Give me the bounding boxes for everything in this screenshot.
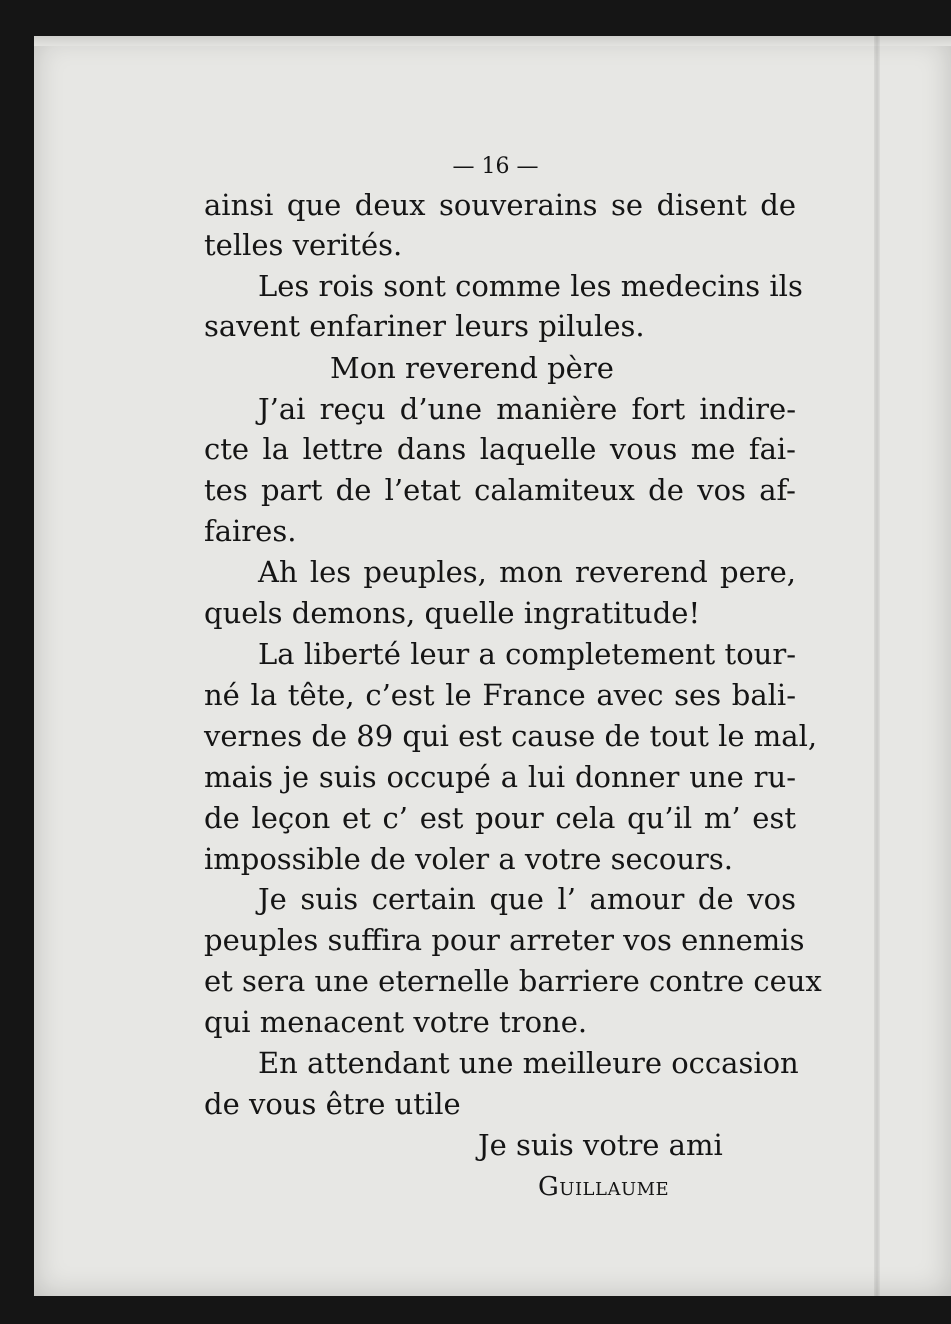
- text-line: impossible de voler a votre secours.: [204, 842, 733, 876]
- text-line: Ah les peuples, mon reverend pere,: [258, 555, 796, 589]
- text-line: de vous être utile: [204, 1087, 461, 1121]
- text-line: de leçon et c’ est pour cela qu’il m’ est: [204, 801, 796, 835]
- text-line: telles verités.: [204, 228, 403, 262]
- text-line: La liberté leur a completement tour-: [258, 637, 796, 671]
- closing: Je suis votre ami: [478, 1128, 723, 1162]
- salutation: Mon reverend père: [330, 351, 614, 385]
- text-line: et sera une eternelle barriere contre ceux: [204, 964, 822, 998]
- text-line: tes part de l’etat calamiteux de vos af-: [204, 473, 796, 507]
- text-line: qui menacent votre trone.: [204, 1005, 588, 1039]
- text-line: quels demons, quelle ingratitude!: [204, 596, 701, 630]
- text-line: J’ai reçu d’une manière fort indire-: [258, 392, 796, 426]
- text-line: mais je suis occupé a lui donner une ru-: [204, 760, 796, 794]
- text-line: Les rois sont comme les medecins ils: [258, 269, 803, 303]
- text-line: faires.: [204, 514, 297, 548]
- text-line: savent enfariner leurs pilules.: [204, 309, 645, 343]
- signature: Guillaume: [538, 1172, 670, 1202]
- text-line: né la tête, c’est le France avec ses bali-: [204, 678, 796, 712]
- text-line: peuples suffira pour arreter vos ennemis: [204, 923, 805, 957]
- page-top-edge: [34, 36, 951, 46]
- page-number: — 16 —: [452, 154, 539, 179]
- text-line: Je suis certain que l’ amour de vos: [258, 882, 796, 916]
- page-fold: [874, 36, 880, 1296]
- text-line: ainsi que deux souverains se disent de: [204, 188, 796, 222]
- text-line: En attendant une meilleure occasion: [258, 1046, 799, 1080]
- text-line: vernes de 89 qui est cause de tout le mal,: [204, 719, 818, 753]
- text-line: cte la lettre dans laquelle vous me fai-: [204, 432, 796, 466]
